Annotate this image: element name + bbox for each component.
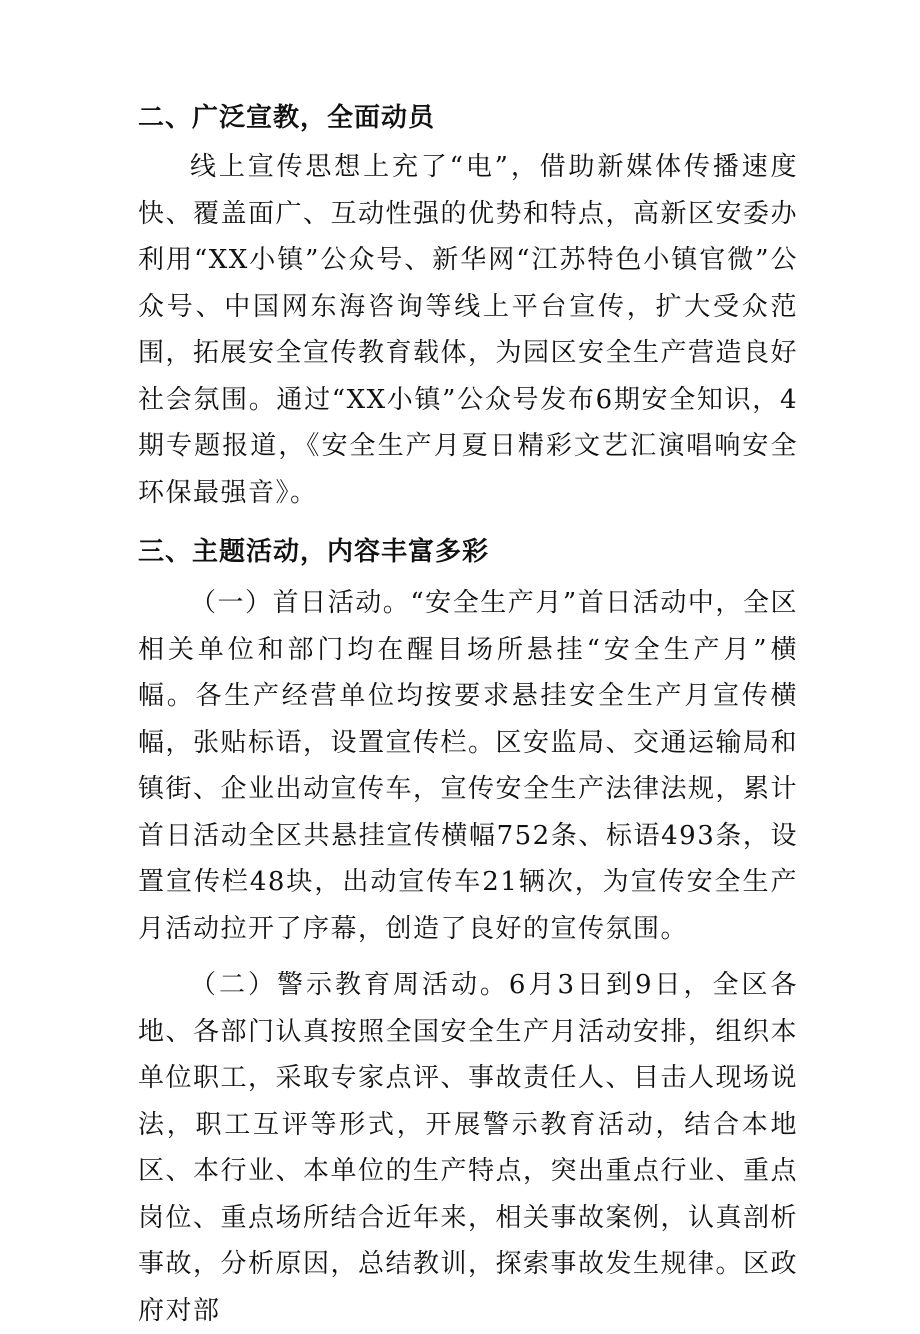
paragraph-first-day-activity: （一）首日活动。“安全生产月”首日活动中，全区相关单位和部门均在醒目场所悬挂“安全生产月”横幅。各生产经营单位均按要求悬挂安全生产月宣传横幅，张贴标语，设置宣传栏。区安监局、交通运输局和镇街、企业出动宣传车，宣传安全生产法律法规，累计首日活动全区共悬挂宣传横幅752条、标语493条，设置宣传栏48块，出动宣传车21辆次，为宣传安全生产月活动拉开了序幕，创造了良好的宣传氛围。 [138, 588, 799, 944]
paragraph-online-publicity: 线上宣传思想上充了“电”，借助新媒体传播速度快、覆盖面广、互动性强的优势和特点，高新区安委办利用“XX小镇”公众号、新华网“江苏特色小镇官微”公众号、中国网东海咨询等线上平台宣传，扩大受众范围，拓展安全宣传教育载体，为园区安全生产营造良好社会氛围。通过“XX小镇”公众号发布6期安全知识，4期专题报道，《安全生产月夏日精彩文艺汇演唱响安全环保最强音》。 [138, 152, 799, 508]
document-body [138, 96, 798, 1334]
section-heading-3: 三、主题活动，内容丰富多彩 [138, 537, 490, 567]
paragraph-warning-education-week: （二）警示教育周活动。6月3日到9日，全区各地、各部门认真按照全国安全生产月活动安排，组织本单位职工，采取专家点评、事故责任人、目击人现场说法，职工互评等形式，开展警示教育活动，结合本地区、本行业、本单位的生产特点，突出重点行业、重点岗位、重点场所结合近年来，相关事故案例，认真剖析事故，分析原因，总结教训，探索事故发生规律。区政府对部 [138, 970, 799, 1326]
section-heading-2: 二、广泛宣教，全面动员 [138, 103, 436, 133]
